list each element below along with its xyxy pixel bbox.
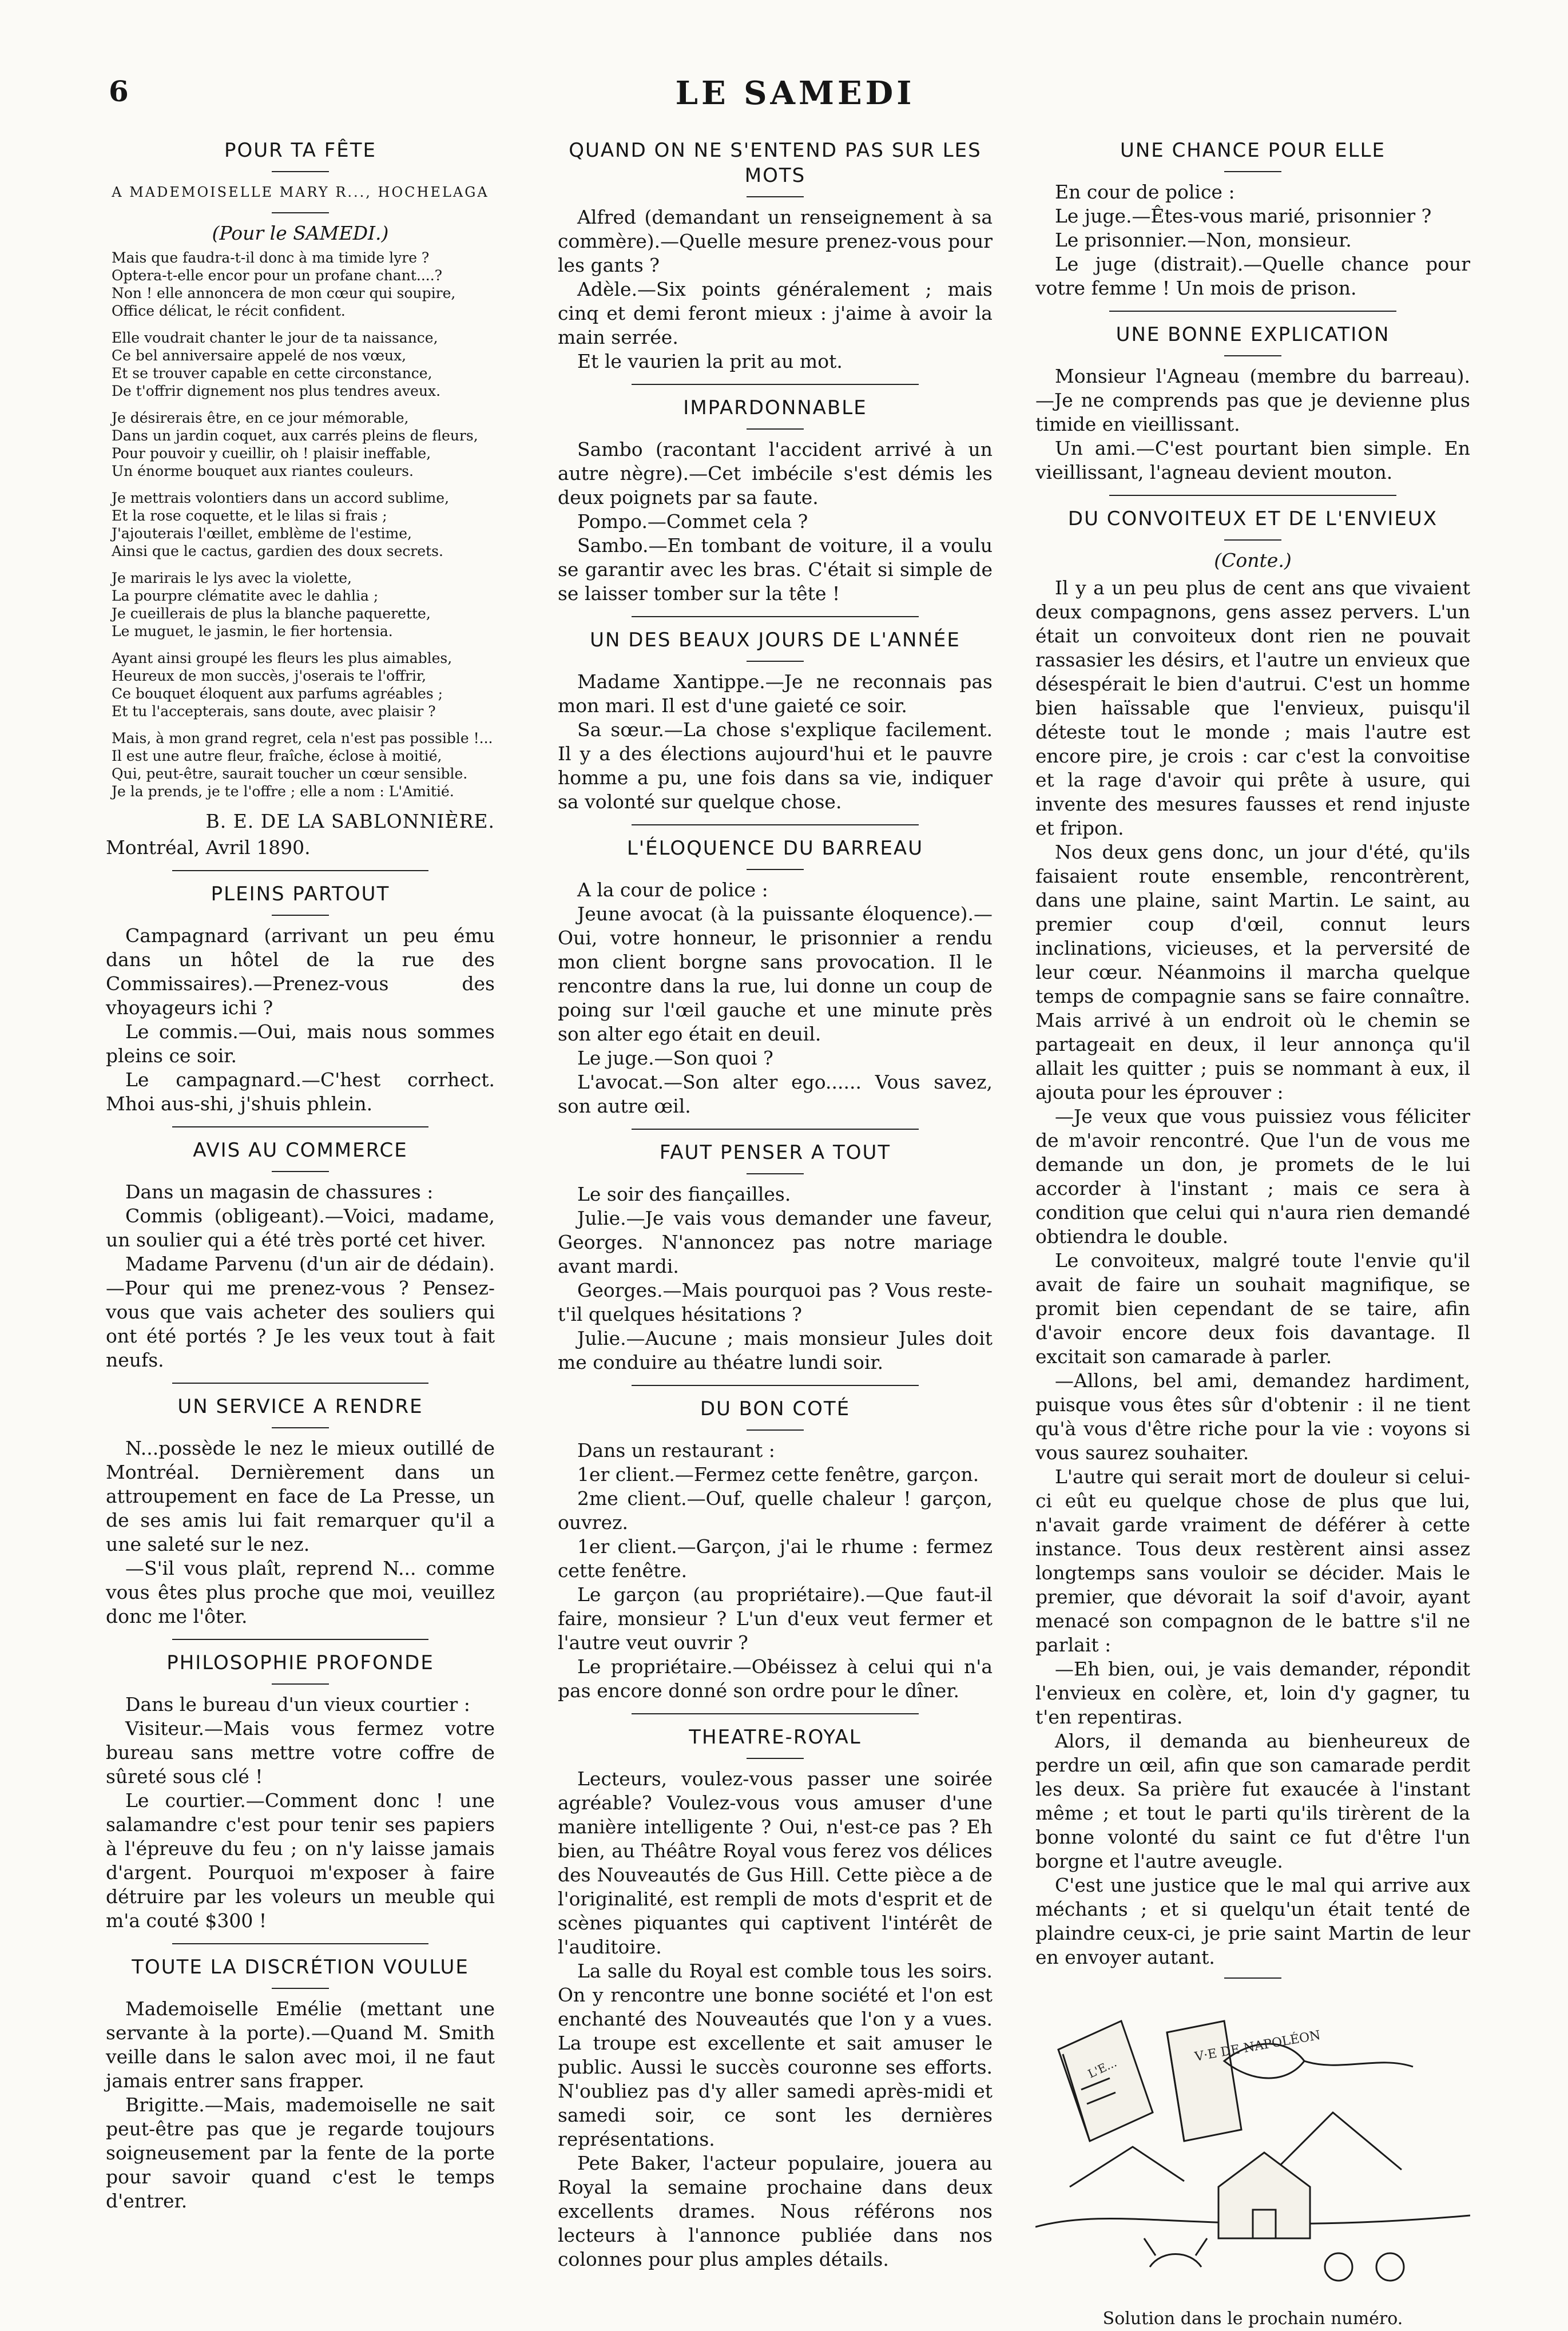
- page-number: 6: [109, 74, 129, 108]
- title-rule: [1224, 171, 1281, 172]
- poem-line: La pourpre clématite avec le dahlia ;: [112, 587, 379, 604]
- page-header: [86, 74, 1505, 120]
- section-divider: [172, 1943, 429, 1944]
- paragraph: Le commis.—Oui, mais nous sommes pleins ce soir.: [106, 1020, 495, 1067]
- article-title: DU BON COTÉ: [700, 1397, 851, 1420]
- house: [1218, 2153, 1310, 2238]
- poem-line: Je mettrais volontiers dans un accord sublime,: [112, 490, 450, 506]
- paragraph: Georges.—Mais pourquoi pas ? Vous reste-t'il quelques hésitations ?: [558, 1279, 993, 1325]
- paragraph: Lecteurs, voulez-vous passer une soirée agréable? Voulez-vous vous amuser d'une manière intelligente ? Oui, n'est-ce pas ? Eh bien, au Théâtre Royal vous ferez vos délices des Nouveautés de Gus Hill. Cette pièce a de l'originalité, est rempli de mots d'esprit et de scènes piquantes qui captivent l'intérêt de l'auditoire.: [558, 1768, 993, 1958]
- masthead-title: LE SAMEDI: [675, 74, 915, 112]
- paragraph: Pete Baker, l'acteur populaire, jouera au Royal la semaine prochaine dans deux excellents drames. Nous référons nos lecteurs à l'annonce publiée dans nos colonnes pour plus amples détails.: [558, 2152, 993, 2270]
- book-left-label: L'E...: [1085, 2055, 1119, 2081]
- paragraph: Le soir des fiançailles.: [577, 1183, 791, 1205]
- goat-head: [1150, 2254, 1201, 2268]
- paragraph: A la cour de police :: [577, 879, 768, 901]
- poem-stanza: [112, 649, 495, 720]
- poem-stanza: [112, 489, 495, 560]
- paragraph: Nos deux gens donc, un jour d'été, qu'ils faisaient route ensemble, rencontrèrent, dans une plaine, saint Martin. Le saint, au premier coup d'œil, connut leurs inclinations, vicieuses, et la perversité de leur cœur. Néanmoins il marcha quelque temps de compagnie sans se faire connaître. Mais arrivé à un endroit où le chemin se partageait en deux, il leur annonça qu'il allait les quitter ; puis se nommant à eux, il ajouta pour les éprouver :: [1035, 841, 1470, 1103]
- section-divider: [172, 870, 429, 871]
- mountain-left: [1070, 2147, 1184, 2187]
- paragraph: L'avocat.—Son alter ego...... Vous savez, son autre œil.: [558, 1071, 993, 1117]
- paragraph: Le propriétaire.—Obéissez à celui qui n'a pas encore donné son ordre pour le dîner.: [558, 1655, 993, 1702]
- title-rule: [747, 1173, 804, 1174]
- poem-line: Le muguet, le jasmin, le fier hortensia.: [112, 623, 393, 640]
- poem-line: Il est une autre fleur, fraîche, éclose à moitié,: [112, 748, 442, 764]
- book-right-label: V·E DE NAPOLÉON: [1193, 2028, 1322, 2064]
- article-title: QUAND ON NE S'ENTEND PAS SUR LES MOTS: [569, 139, 982, 187]
- paragraph: Monsieur l'Agneau (membre du barreau).—Je ne comprends pas que je devienne plus timide en vieillissant.: [1035, 365, 1470, 435]
- article-title: UN DES BEAUX JOURS DE L'ANNÉE: [590, 629, 960, 652]
- title-rule: [272, 171, 329, 172]
- article-title: UN SERVICE A RENDRE: [177, 1395, 423, 1418]
- poem-stanza: [112, 729, 495, 800]
- paragraph: Commis (obligeant).—Voici, madame, un soulier qui a été très porté cet hiver.: [106, 1205, 495, 1251]
- column-3: [1035, 129, 1470, 2331]
- poem-line: Et tu l'accepterais, sans doute, avec plaisir ?: [112, 703, 436, 720]
- paragraph: Alors, il demanda au bienheureux de perdre un œil, afin que son camarade perdit les deux. Sa prière fut exaucée à l'instant même ; et tout le parti qu'ils tirèrent de la bonne volonté du saint ce fut d'être l'un borgne et l'autre aveugle.: [1035, 1730, 1470, 1872]
- paragraph: Le garçon (au propriétaire).—Que faut-il faire, monsieur ? L'un d'eux veut fermer et l'autre veut ouvrir ?: [558, 1583, 993, 1654]
- section-divider: [172, 1639, 429, 1640]
- paragraph: 1er client.—Garçon, j'ai le rhume : fermez cette fenêtre.: [558, 1535, 993, 1582]
- section-divider: [1109, 495, 1396, 496]
- poem-line: Pour pouvoir y cueillir, oh ! plaisir ineffable,: [112, 445, 431, 462]
- paragraph: Visiteur.—Mais vous fermez votre bureau sans mettre votre coffre de sûreté sous clé !: [106, 1717, 495, 1788]
- article-title: PHILOSOPHIE PROFONDE: [166, 1651, 434, 1674]
- title-rule: [272, 1427, 329, 1428]
- section-divider: [632, 824, 919, 825]
- paragraph: Il y a un peu plus de cent ans que vivaient deux compagnons, gens assez pervers. L'un était un convoiteux dont rien ne pouvait rassasier les désirs, et l'autre un envieux que désespérait le bien d'autrui. C'est un homme bien haïssable que l'envieux, puisqu'il déteste tout le monde ; mais l'autre est encore pire, je crois : car c'est la convoitise et la rage d'avoir qui prête à usure, qui invente des mesures fausses et rend injuste et fripon.: [1035, 577, 1470, 839]
- poem-stanza: [112, 329, 495, 400]
- book-right: [1167, 2021, 1241, 2141]
- section-divider: [172, 1126, 429, 1127]
- poem-line: J'ajouterais l'œillet, emblème de l'estime,: [112, 525, 412, 542]
- paragraph: —Je veux que vous puissiez vous féliciter de m'avoir rencontré. Que l'un de vous me demande un don, je promets de le lui accorder à l'instant ; mais ce sera à condition que celui qui n'aura rien demandé obtiendra le double.: [1035, 1105, 1470, 1248]
- paragraph: Dans un magasin de chassures :: [125, 1181, 434, 1203]
- paragraph: L'autre qui serait mort de douleur si celui-ci eût eu quelque chose de plus que lui, n'avait garde vraiment de déférer à cette instance. Tous deux restèrent ainsi assez longtemps sans vouloir se décider. Mais le premier, que dévorait la soif d'avoir, ayant menacé son compagnon de le battre s'il ne parlait :: [1035, 1466, 1470, 1656]
- paragraph: Le juge.—Son quoi ?: [577, 1047, 773, 1069]
- paragraph: Sa sœur.—La chose s'explique facilement. Il y a des élections aujourd'hui et le pauvre homme a pu, une fois dans sa vie, indiquer sa volonté sur quelque chose.: [558, 718, 993, 813]
- poem-line: Un énorme bouquet aux riantes couleurs.: [112, 463, 414, 479]
- paragraph: Le prisonnier.—Non, monsieur.: [1055, 229, 1352, 251]
- poem-line: Optera-t-elle encor pour un profane chant....?: [112, 267, 443, 284]
- paragraph: —Eh bien, oui, je vais demander, répondit l'envieux en colère, et, loin d'y gagner, tu t'en repentiras.: [1035, 1658, 1470, 1728]
- article-title: TOUTE LA DISCRÉTION VOULUE: [132, 1956, 469, 1979]
- paragraph: 2me client.—Ouf, quelle chaleur ! garçon, ouvrez.: [558, 1487, 993, 1534]
- title-rule: [747, 661, 804, 662]
- poem-line: Dans un jardin coquet, aux carrés pleins de fleurs,: [112, 427, 478, 444]
- poem-line: Je cueillerais de plus la blanche paquerette,: [112, 605, 431, 622]
- poem-line: Mais, à mon grand regret, cela n'est pas possible !...: [112, 730, 493, 746]
- section-divider: [172, 1383, 429, 1384]
- poem-line: Ce bel anniversaire appelé de nos vœux,: [112, 347, 407, 364]
- article-title: UNE CHANCE POUR ELLE: [1120, 139, 1386, 162]
- poem: [112, 249, 495, 800]
- signature: B. E. DE LA SABLONNIÈRE.: [205, 810, 495, 832]
- paragraph: N...possède le nez le mieux outillé de Montréal. Dernièrement dans un attroupement en face de La Presse, un de ses amis lui fait remarquer qu'il a une saleté sur le nez.: [106, 1437, 495, 1555]
- title-rule: [272, 1683, 329, 1685]
- mountain-right: [1276, 2112, 1402, 2170]
- paragraph: Alfred (demandant un renseignement à sa commère).—Quelle mesure prenez-vous pour les gants ?: [558, 206, 993, 276]
- poem-stanza: [112, 409, 495, 480]
- paragraph: En cour de police :: [1055, 181, 1235, 203]
- title-rule: [747, 1758, 804, 1759]
- paragraph: Dans le bureau d'un vieux courtier :: [125, 1693, 470, 1716]
- paragraph: Mademoiselle Emélie (mettant une servante à la porte).—Quand M. Smith veille dans le salon avec moi, il ne faut jamais entrer sans frapper.: [106, 1998, 495, 2092]
- paragraph: La salle du Royal est comble tous les soirs. On y rencontre une bonne société et l'on est enchanté des Nouveautés que l'on y a vues. La troupe est excellente et sait amuser le public. Aussi le succès couronne ses efforts. N'oubliez pas d'y aller samedi après-midi et samedi soir, ce sont les dernières représentations.: [558, 1960, 993, 2150]
- title-rule: [747, 196, 804, 197]
- poem-line: Ayant ainsi groupé les fleurs les plus aimables,: [112, 650, 452, 666]
- title-rule: [272, 212, 329, 213]
- poem-line: Elle voudrait chanter le jour de ta naissance,: [112, 329, 438, 346]
- place-date: Montréal, Avril 1890.: [106, 836, 311, 859]
- paragraph: —S'il vous plaît, reprend N... comme vous êtes plus proche que moi, veuillez donc me l'ôter.: [106, 1557, 495, 1627]
- article-title: PLEINS PARTOUT: [211, 883, 390, 906]
- poem-line: Mais que faudra-t-il donc à ma timide lyre ?: [112, 249, 430, 266]
- title-rule: [272, 1171, 329, 1172]
- paragraph: Un ami.—C'est pourtant bien simple. En vieillissant, l'agneau devient mouton.: [1035, 437, 1470, 483]
- paragraph: Et le vaurien la prit au mot.: [577, 350, 843, 372]
- rope-end: [1304, 2061, 1413, 2067]
- story-body: [1035, 576, 1470, 1969]
- egg-right: [1376, 2253, 1404, 2281]
- paragraph: Sambo (racontant l'accident arrivé à un autre nègre).—Cet imbécile s'est démis les deux poignets par sa faute.: [558, 438, 993, 509]
- title-rule: [747, 1429, 804, 1431]
- dedication: A MADEMOISELLE MARY R..., HOCHELAGA: [112, 184, 489, 200]
- article-title: AVIS AU COMMERCE: [193, 1139, 408, 1162]
- paragraph: Sambo.—En tombant de voiture, il a voulu se garantir avec les bras. C'était si simple de se laisser tomber sur la tête !: [558, 534, 993, 605]
- article-title: POUR TA FÊTE: [224, 139, 377, 162]
- paragraph: Julie.—Aucune ; mais monsieur Jules doit me conduire au théatre lundi soir.: [558, 1327, 993, 1373]
- poem-line: Heureux de mon succès, j'oserais te l'offrir,: [112, 668, 427, 684]
- subtitle: (Conte.): [1214, 549, 1292, 571]
- illustration-caption: Solution dans le prochain numéro.: [1102, 2309, 1403, 2329]
- paragraph: Le juge (distrait).—Quelle chance pour votre femme ! Un mois de prison.: [1035, 253, 1470, 299]
- paragraph: Brigitte.—Mais, mademoiselle ne sait peut-être pas que je regarde toujours soigneusement par la fente de la porte pour savoir quand c'est le temps d'entrer.: [106, 2094, 495, 2212]
- paragraph: Madame Xantippe.—Je ne reconnais pas mon mari. Il est d'une gaieté ce soir.: [558, 670, 993, 717]
- poem-line: Et se trouver capable en cette circonstance,: [112, 365, 432, 382]
- paragraph: C'est une justice que le mal qui arrive aux méchants ; et si quelqu'un était tenté de plaindre ceux-ci, je prie saint Martin de leur en envoyer autant.: [1035, 1874, 1470, 1968]
- paragraph: Pompo.—Commet cela ?: [577, 510, 808, 533]
- book-left: [1058, 2021, 1153, 2141]
- poem-line: Je marirais le lys avec la violette,: [112, 570, 352, 586]
- article-title: DU CONVOITEUX ET DE L'ENVIEUX: [1067, 507, 1438, 530]
- article-title: FAUT PENSER A TOUT: [659, 1141, 891, 1164]
- title-rule: [1224, 539, 1281, 541]
- article-title: IMPARDONNABLE: [683, 396, 867, 419]
- poem-line: Ce bouquet éloquent aux parfums agréables ;: [112, 685, 443, 702]
- paragraph: Le juge.—Êtes-vous marié, prisonnier ?: [1055, 205, 1432, 227]
- title-rule: [272, 1988, 329, 1989]
- section-divider: [632, 1385, 919, 1386]
- title-rule: [1224, 1977, 1281, 1979]
- paragraph: Le courtier.—Comment donc ! une salamandre c'est pour tenir ses papiers à l'épreuve du feu ; on n'y laisse jamais d'argent. Pourquoi m'exposer à faire détruire par les voleurs un meuble qui m'a couté $300 !: [106, 1789, 495, 1932]
- article-title: UNE BONNE EXPLICATION: [1116, 323, 1390, 346]
- paragraph: Jeune avocat (à la puissante éloquence).—Oui, votre honneur, le prisonnier a rendu mon client borgne sans provocation. Il le rencontre dans la rue, lui donne un coup de poing sur l'œil gauche et une minute près son alter ego était en deuil.: [558, 903, 993, 1045]
- poem-line: De t'offrir dignement nos plus tendres aveux.: [112, 383, 441, 399]
- section-divider: [632, 616, 919, 617]
- poem-stanza: [112, 249, 495, 320]
- poem-line: Et la rose coquette, et le lilas si frais ;: [112, 507, 387, 524]
- paragraph: Adèle.—Six points généralement ; mais cinq et demi feront mieux : j'aime à avoir la main serrée.: [558, 278, 993, 348]
- poem-line: Ainsi que le cactus, gardien des doux secrets.: [112, 543, 443, 559]
- article-title: THEATRE-ROYAL: [689, 1726, 862, 1749]
- title-rule: [747, 428, 804, 430]
- paragraph: Campagnard (arrivant un peu ému dans un hôtel de la rue des Commissaires).—Prenez-vous des vhoyageurs ichi ?: [106, 924, 495, 1019]
- title-rule: [1224, 355, 1281, 356]
- paragraph: Julie.—Je vais vous demander une faveur, Georges. N'annoncez pas notre mariage avant mardi.: [558, 1207, 993, 1277]
- byline: (Pour le SAMEDI.): [212, 222, 389, 244]
- paragraph: Le convoiteux, malgré toute l'envie qu'il avait de faire un souhait magnifique, se promit bien cependant de se taire, afin d'avoir encore deux fois davantage. Il excitait son camarade à parler.: [1035, 1249, 1470, 1368]
- egg-left: [1325, 2253, 1352, 2281]
- paragraph: Le campagnard.—C'hest corrhect. Mhoi aus-shi, j'shuis phlein.: [106, 1069, 495, 1115]
- poem-line: Je désirerais être, en ce jour mémorable,: [112, 410, 409, 426]
- title-rule: [747, 869, 804, 870]
- paragraph: Madame Parvenu (d'un air de dédain).—Pour qui me prenez-vous ? Pensez-vous que vais acheter des souliers qui ont été portés ? Je les veux tout à fait neufs.: [106, 1253, 495, 1371]
- section-divider: [1109, 311, 1396, 312]
- poem-line: Qui, peut-être, saurait toucher un cœur sensible.: [112, 765, 468, 782]
- poem-line: Non ! elle annoncera de mon cœur qui soupire,: [112, 285, 456, 301]
- paragraph: —Allons, bel ami, demandez hardiment, puisque vous êtes sûr d'obtenir : il ne tient qu'à vous d'être riche pour la vie : voyons si vous saurez souhaiter.: [1035, 1369, 1470, 1464]
- paragraph: Dans un restaurant :: [577, 1439, 775, 1462]
- section-divider: [632, 1713, 919, 1714]
- goat-horns: [1144, 2238, 1207, 2255]
- poem-line: Je la prends, je te l'offre ; elle a nom : L'Amitié.: [112, 783, 454, 800]
- poem-line: Office délicat, le récit confident.: [112, 303, 346, 319]
- rebus-illustration: [1035, 1998, 1470, 2296]
- section-divider: [632, 384, 919, 385]
- title-rule: [272, 915, 329, 916]
- column-1: [106, 129, 495, 2213]
- section-divider: [632, 1129, 919, 1130]
- article-title: L'ÉLOQUENCE DU BARREAU: [626, 837, 924, 860]
- paragraph: 1er client.—Fermez cette fenêtre, garçon.: [577, 1463, 979, 1486]
- column-2: [558, 129, 993, 2272]
- poem-stanza: [112, 569, 495, 640]
